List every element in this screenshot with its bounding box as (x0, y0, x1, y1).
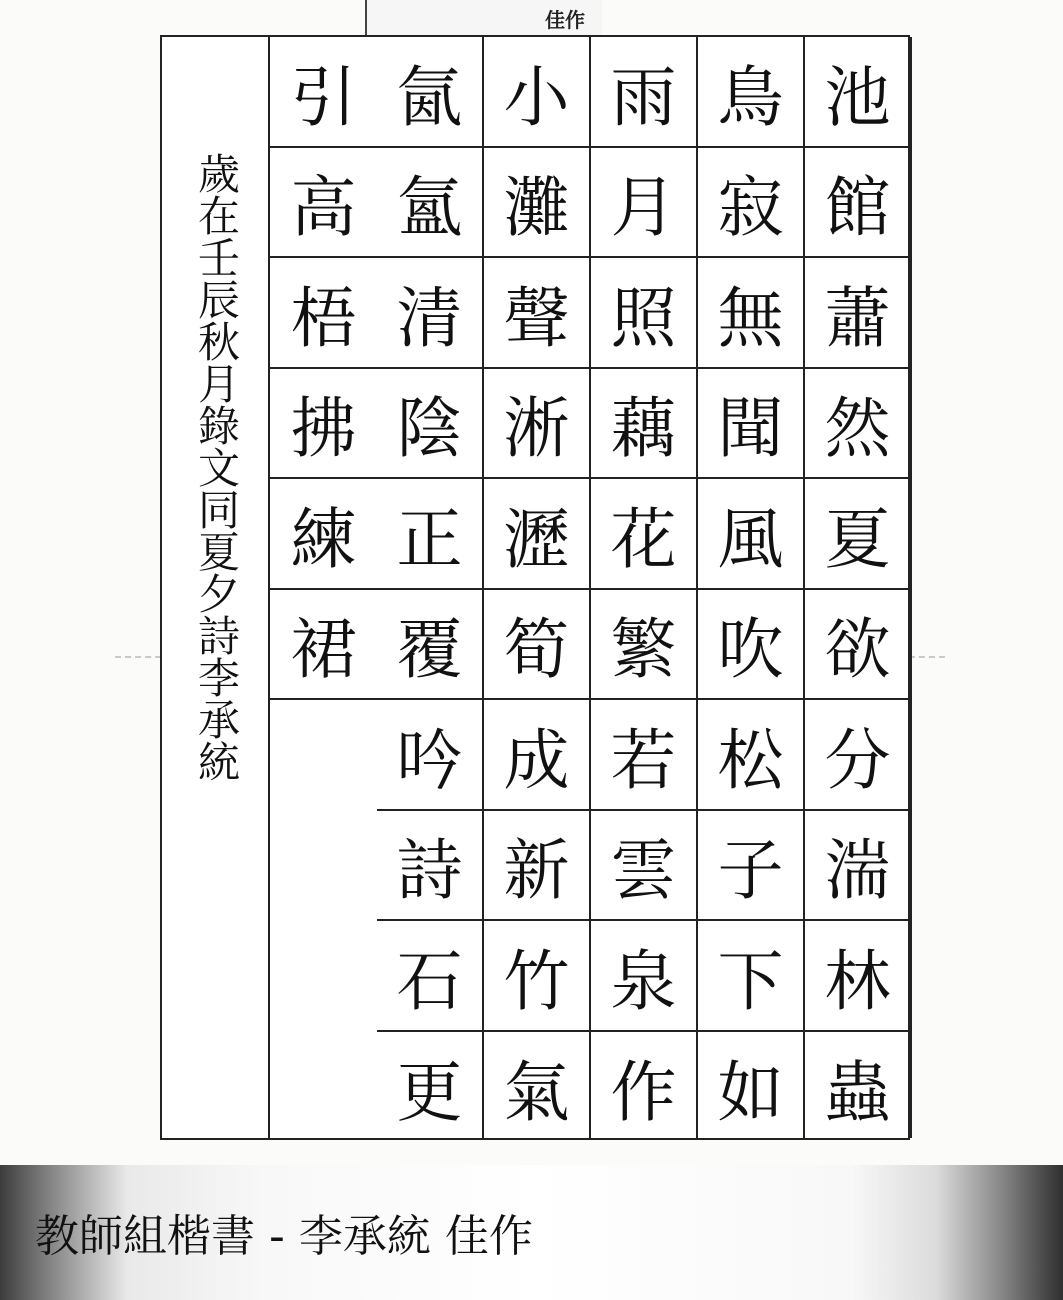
poem-character: 正 (377, 479, 482, 590)
poem-character: 湍 (805, 811, 910, 922)
poem-character: 氳 (377, 148, 482, 259)
poem-character: 風 (698, 479, 803, 590)
poem-character: 花 (591, 479, 696, 590)
poem-character: 寂 (698, 148, 803, 259)
poem-character: 下 (698, 921, 803, 1032)
poem-character: 池 (805, 37, 910, 148)
poem-character: 覆 (377, 590, 482, 701)
poem-character: 吹 (698, 590, 803, 701)
poem-character: 拂 (270, 369, 377, 480)
poem-character: 氤 (377, 37, 482, 148)
empty-cell (270, 921, 377, 1032)
poem-character: 照 (591, 258, 696, 369)
poem-column (591, 37, 698, 1138)
poem-character: 子 (698, 811, 803, 922)
poem-character: 鳥 (698, 37, 803, 148)
poem-character: 石 (377, 921, 482, 1032)
poem-character: 夏 (805, 479, 910, 590)
poem-character: 雨 (591, 37, 696, 148)
poem-column (698, 37, 805, 1138)
poem-character: 館 (805, 148, 910, 259)
poem-column (377, 37, 484, 1138)
poem-character: 淅 (484, 369, 589, 480)
poem-character: 松 (698, 700, 803, 811)
poem-character: 聲 (484, 258, 589, 369)
poem-character: 引 (270, 37, 377, 148)
poem-character: 月 (591, 148, 696, 259)
poem-character: 灘 (484, 148, 589, 259)
poem-character: 雲 (591, 811, 696, 922)
poem-character: 然 (805, 369, 910, 480)
poem-character: 瀝 (484, 479, 589, 590)
poem-character: 繁 (591, 590, 696, 701)
poem-character: 竹 (484, 921, 589, 1032)
poem-character: 陰 (377, 369, 482, 480)
poem-character: 蕭 (805, 258, 910, 369)
poem-column (484, 37, 591, 1138)
poem-column (270, 37, 377, 1138)
poem-character: 吟 (377, 700, 482, 811)
poem-character: 更 (396, 1054, 463, 1132)
poem-character: 林 (805, 921, 910, 1032)
poem-character: 蟲 (824, 1054, 891, 1132)
poem-character: 作 (610, 1054, 677, 1132)
award-stamp-label: 佳作 (545, 8, 585, 32)
poem-character: 新 (484, 811, 589, 922)
empty-cell (270, 700, 377, 811)
empty-cell (270, 1032, 377, 1143)
poem-character: 如 (717, 1054, 784, 1132)
poem-character: 欲 (805, 590, 910, 701)
poem-character: 梧 (270, 258, 377, 369)
inscription-column (162, 37, 270, 1138)
poem-character: 筍 (484, 590, 589, 701)
poem-character: 小 (484, 37, 589, 148)
poem-character: 聞 (698, 369, 803, 480)
poem-character: 成 (484, 700, 589, 811)
poem-character: 詩 (377, 811, 482, 922)
poem-character: 練 (270, 479, 377, 590)
poem-character: 分 (805, 700, 910, 811)
poem-character: 裙 (270, 590, 377, 701)
poem-character: 若 (591, 700, 696, 811)
poem-column (805, 37, 912, 1138)
empty-cell (270, 811, 377, 922)
poem-character: 藕 (591, 369, 696, 480)
inscription-text: 歲在壬辰秋月錄文同夏夕詩李承統 (192, 152, 241, 782)
poem-character: 無 (698, 258, 803, 369)
poem-character: 泉 (591, 921, 696, 1032)
poem-character: 高 (270, 148, 377, 259)
caption-text: 教師組楷書 - 李承統 佳作 (35, 1211, 533, 1262)
calligraphy-sheet (160, 35, 910, 1140)
poem-character: 清 (377, 258, 482, 369)
poem-character: 氣 (503, 1054, 570, 1132)
